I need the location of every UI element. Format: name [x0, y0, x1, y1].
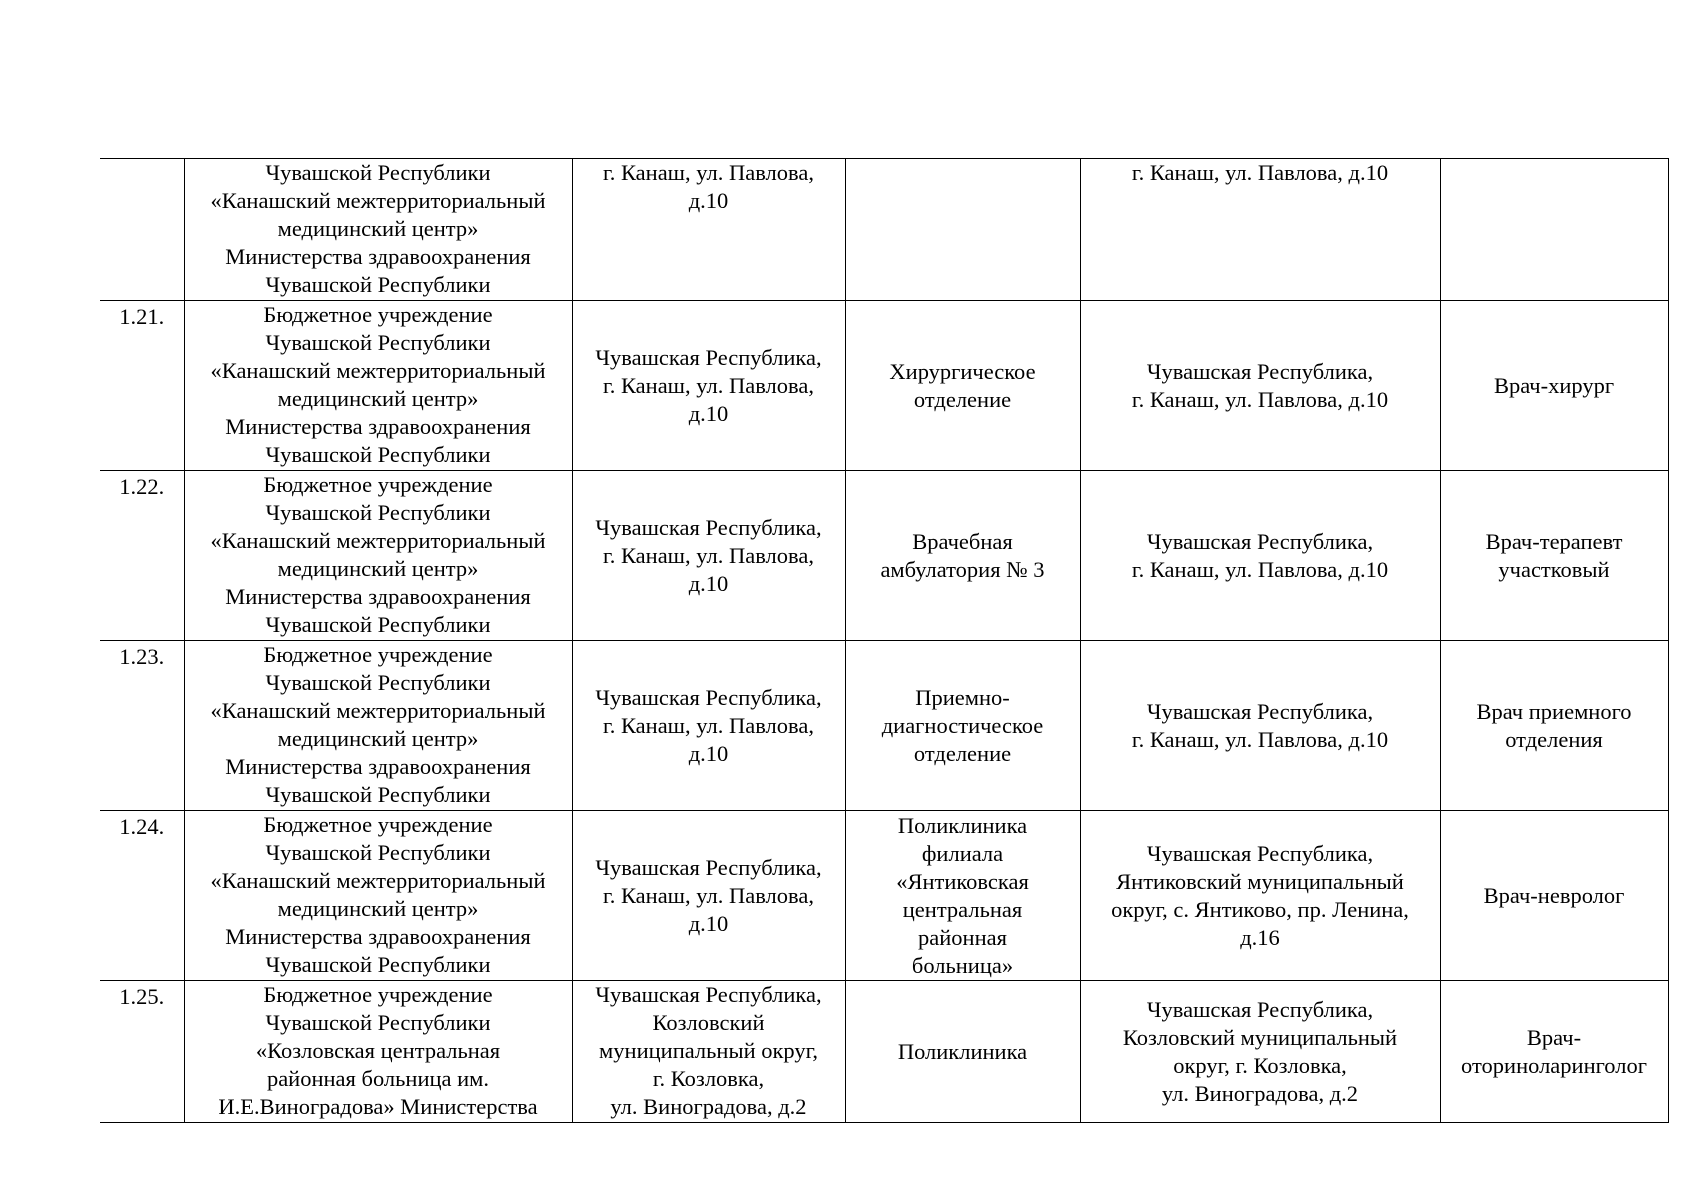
organization-address-cell: Чувашская Республика, Козловский муниципальный округ, г. Козловка, ул. Виноградова, д.2 [572, 981, 845, 1123]
table-row [100, 811, 1668, 981]
organization-cell: Бюджетное учреждение Чувашской Республики «Канашский межтерриториальный медицинский центр» Министерства здравоохранения Чувашской Республики [184, 811, 572, 981]
unit-address-cell: Чувашская Республика, г. Канаш, ул. Павлова, д.10 [1080, 471, 1440, 641]
organization-address-cell: Чувашская Республика, г. Канаш, ул. Павлова, д.10 [572, 811, 845, 981]
position-cell: Врач- оториноларинголог [1440, 981, 1668, 1123]
position-cell: Врач-хирург [1440, 301, 1668, 471]
organization-cell: Бюджетное учреждение Чувашской Республики «Козловская центральная районная больница им. И.Е.Виноградова» Министерства [184, 981, 572, 1123]
unit-cell [845, 159, 1080, 301]
organization-address-cell: Чувашская Республика, г. Канаш, ул. Павлова, д.10 [572, 641, 845, 811]
position-cell: Врач-невролог [1440, 811, 1668, 981]
medical-facilities-table [100, 158, 1669, 1123]
row-number-cell: 1.25. [100, 981, 184, 1123]
document-table-container [100, 158, 1668, 1123]
table-row [100, 641, 1668, 811]
unit-cell: Приемно- диагностическое отделение [845, 641, 1080, 811]
row-number-cell: 1.21. [100, 301, 184, 471]
organization-cell: Бюджетное учреждение Чувашской Республики «Канашский межтерриториальный медицинский центр» Министерства здравоохранения Чувашской Республики [184, 471, 572, 641]
row-number-cell: 1.22. [100, 471, 184, 641]
row-number-cell [100, 159, 184, 301]
table-row [100, 159, 1668, 301]
table-row [100, 981, 1668, 1123]
row-number-cell: 1.24. [100, 811, 184, 981]
organization-cell: Бюджетное учреждение Чувашской Республики «Канашский межтерриториальный медицинский центр» Министерства здравоохранения Чувашской Республики [184, 301, 572, 471]
unit-address-cell: Чувашская Республика, г. Канаш, ул. Павлова, д.10 [1080, 301, 1440, 471]
position-cell: Врач-терапевт участковый [1440, 471, 1668, 641]
unit-cell: Хирургическое отделение [845, 301, 1080, 471]
unit-cell: Врачебная амбулатория № 3 [845, 471, 1080, 641]
table-row [100, 471, 1668, 641]
unit-cell: Поликлиника [845, 981, 1080, 1123]
position-cell [1440, 159, 1668, 301]
organization-address-cell: Чувашская Республика, г. Канаш, ул. Павлова, д.10 [572, 471, 845, 641]
unit-cell: Поликлиника филиала «Янтиковская центральная районная больница» [845, 811, 1080, 981]
organization-cell: Чувашской Республики «Канашский межтерриториальный медицинский центр» Министерства здравоохранения Чувашской Республики [184, 159, 572, 301]
organization-cell: Бюджетное учреждение Чувашской Республики «Канашский межтерриториальный медицинский центр» Министерства здравоохранения Чувашской Республики [184, 641, 572, 811]
row-number-cell: 1.23. [100, 641, 184, 811]
position-cell: Врач приемного отделения [1440, 641, 1668, 811]
unit-address-cell: Чувашская Республика, Янтиковский муниципальный округ, с. Янтиково, пр. Ленина, д.16 [1080, 811, 1440, 981]
table-row [100, 301, 1668, 471]
unit-address-cell: Чувашская Республика, г. Канаш, ул. Павлова, д.10 [1080, 641, 1440, 811]
unit-address-cell: Чувашская Республика, Козловский муниципальный округ, г. Козловка, ул. Виноградова, д.2 [1080, 981, 1440, 1123]
unit-address-cell: г. Канаш, ул. Павлова, д.10 [1080, 159, 1440, 301]
organization-address-cell: Чувашская Республика, г. Канаш, ул. Павлова, д.10 [572, 301, 845, 471]
organization-address-cell: г. Канаш, ул. Павлова, д.10 [572, 159, 845, 301]
